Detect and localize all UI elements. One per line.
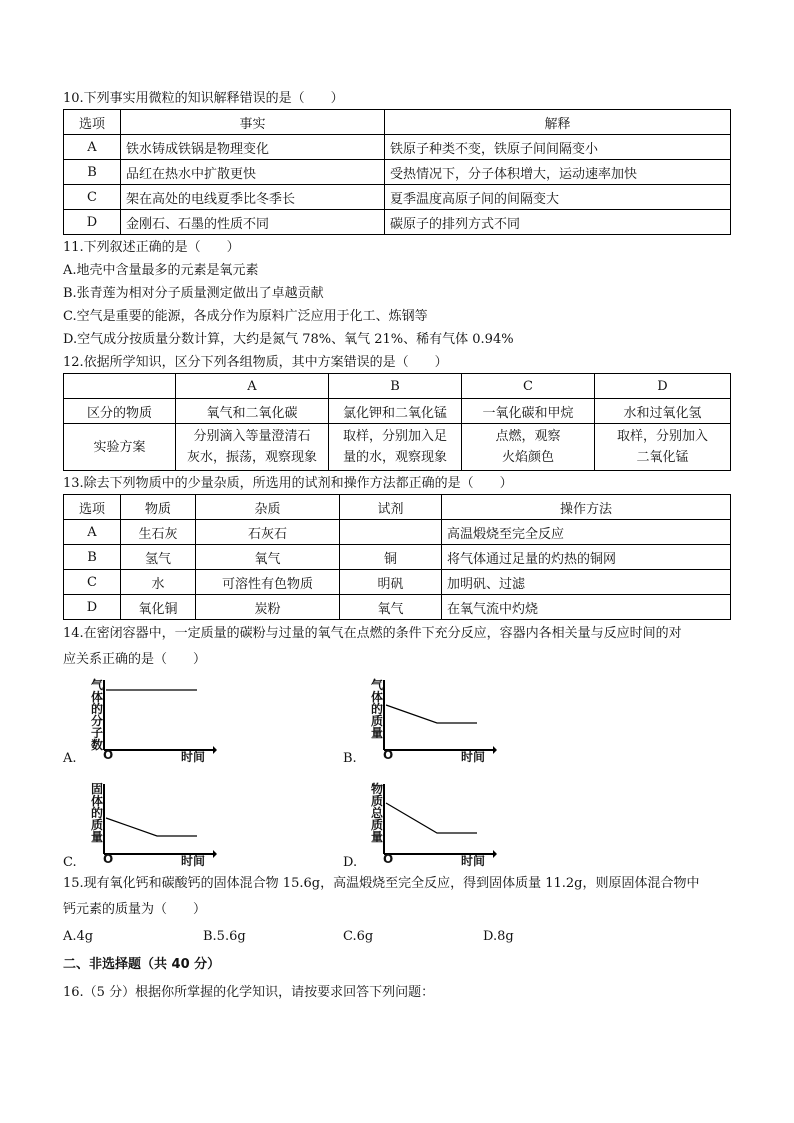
q14-graph-d-xlabel: 时间 [461,854,486,868]
q10-explanation: 碳原子的排列方式不同 [385,210,731,235]
q14-graph-c-xlabel: 时间 [181,854,206,868]
q12-cell-line: 分别滴入等量澄清石 [193,429,311,444]
q13-option: A [64,520,121,545]
q10-stem: 10.下列事实用微粒的知识解释错误的是（ ） [63,91,344,106]
q14-graphs [63,678,731,870]
q12-stem: 12.依据所学知识，区分下列各组物质，其中方案错误的是（ ） [63,355,448,370]
q10-fact: 品红在热水中扩散更快 [121,160,385,185]
q10-fact: 金刚石、石墨的性质不同 [121,210,385,235]
q13-substance: 氢气 [121,545,196,570]
q14-graph-c-label: C. [63,855,77,870]
q14-graph-b [343,678,503,766]
q13-table [63,494,731,620]
q10-explanation: 铁原子种类不变，铁原子间间隔变小 [385,135,731,160]
q15-options [63,924,731,950]
q12-cell-line: 取样，分别加入 [616,429,708,444]
q14-graph-c-origin: O [103,852,114,866]
table-row [64,595,731,620]
q11-option-a: A.地壳中含量最多的元素是氧元素 [63,263,259,278]
q13-header-substance: 物质 [121,495,196,520]
q10-header-option: 选项 [64,110,121,135]
q12-header-a: A [176,374,329,399]
table-row [64,545,731,570]
q12-header-blank [64,374,176,399]
q12-cell-line: 灰水，振荡，观察现象 [186,450,317,465]
q15-stem-line1: 15.现有氧化钙和碳酸钙的固体混合物 15.6g，高温煅烧至完全反应，得到固体质量 11.2g，则原固体混合物中 [63,876,700,891]
q13-operation: 加明矾、过滤 [442,570,731,595]
q12-cell [176,424,329,471]
q12-cell-line: 取样，分别加入足 [342,429,447,444]
q14-graph-c-ylabel: 固体的质量 [90,782,103,844]
q13-impurity: 石灰石 [196,520,340,545]
table-row [64,185,731,210]
q12-header-b: B [329,374,462,399]
q15-option-c: C.6g [343,929,374,944]
q10-table [63,109,731,235]
q10-fact: 铁水铸成铁锅是物理变化 [121,135,385,160]
q14-graph-b-ylabel: 气体的质量 [370,678,383,740]
q12-header-d: D [595,374,731,399]
q13-substance: 水 [121,570,196,595]
q11-stem: 11.下列叙述正确的是（ ） [63,240,240,255]
table-row [64,424,731,471]
q15-option-b: B.5.6g [203,929,246,944]
exam-page [63,88,731,1006]
q13-reagent: 明矾 [340,570,442,595]
q13-reagent: 铜 [340,545,442,570]
q13-option: C [64,570,121,595]
q16-stem: 16.（5 分）根据你所掌握的化学知识，请按要求回答下列问题： [63,985,435,1000]
q12-cell: 氧气和二氧化碳 [176,399,329,424]
q12-table [63,373,731,471]
q14-graph-a-ylabel: 气体的分子数 [90,678,103,752]
q14-graph-d-curve [386,803,477,833]
q11-option-b: B.张青莲为相对分子质量测定做出了卓越贡献 [63,286,324,301]
q13-option: D [64,595,121,620]
q12-cell [595,424,731,471]
q10-option: B [64,160,121,185]
q13-reagent: 氧气 [340,595,442,620]
q14-graph-a-xlabel: 时间 [181,750,206,764]
q10-explanation: 夏季温度高原子间的间隔变大 [385,185,731,210]
q12-cell-line: 火焰颜色 [501,450,554,465]
q12-cell-line: 量的水，观察现象 [342,450,447,465]
q14-graph-a [63,678,223,766]
q10-explanation: 受热情况下，分子体积增大，运动速率加快 [385,160,731,185]
q13-operation: 在氧气流中灼烧 [442,595,731,620]
table-row [64,399,731,424]
q12-row-label: 实验方案 [64,424,176,471]
table-row [64,570,731,595]
table-row [64,210,731,235]
q13-impurity: 可溶性有色物质 [196,570,340,595]
q14-graph-b-label: B. [343,751,357,766]
q12-header-c: C [462,374,595,399]
q14-graph-b-origin: O [383,748,394,762]
q10-option: D [64,210,121,235]
section-2-heading: 二、非选择题（共 40 分） [63,957,221,972]
q12-cell-line: 二氧化锰 [636,450,689,465]
q13-header-reagent: 试剂 [340,495,442,520]
table-row [64,520,731,545]
q14-graph-d-ylabel: 物质总质量 [370,782,383,844]
q12-row-label: 区分的物质 [64,399,176,424]
q13-impurity: 氧气 [196,545,340,570]
q14-stem-line1: 14.在密闭容器中，一定质量的碳粉与过量的氧气在点燃的条件下充分反应，容器内各相关量与反应时间的对 [63,626,682,641]
q14-graph-d-origin: O [383,852,394,866]
q13-option: B [64,545,121,570]
q14-graph-b-curve [386,705,477,723]
q13-operation: 高温煅烧至完全反应 [442,520,731,545]
q12-cell [329,424,462,471]
q13-reagent [340,520,442,545]
q12-cell: 一氧化碳和甲烷 [462,399,595,424]
q12-cell [462,424,595,471]
q14-graph-c [63,782,223,870]
q15-option-d: D.8g [483,929,514,944]
q14-stem-line2: 应关系正确的是（ ） [63,652,207,667]
table-row [64,160,731,185]
q13-operation: 将气体通过足量的灼热的铜网 [442,545,731,570]
q14-graph-c-curve [106,818,197,836]
q10-option: A [64,135,121,160]
q12-cell-line: 点燃，观察 [495,429,561,444]
q11-option-d: D.空气成分按质量分数计算，大约是氮气 78%、氧气 21%、稀有气体 0.94% [63,332,514,347]
q12-cell: 水和过氧化氢 [595,399,731,424]
q13-header-impurity: 杂质 [196,495,340,520]
q13-stem: 13.除去下列物质中的少量杂质，所选用的试剂和操作方法都正确的是（ ） [63,476,513,491]
table-row [64,135,731,160]
q14-graph-b-xlabel: 时间 [461,750,486,764]
q10-header-explanation: 解释 [385,110,731,135]
q13-substance: 氧化铜 [121,595,196,620]
q12-cell: 氯化钾和二氧化锰 [329,399,462,424]
q15-option-a: A.4g [63,929,94,944]
q14-graph-a-origin: O [103,748,114,762]
q15-stem-line2: 钙元素的质量为（ ） [63,902,207,917]
q11-option-c: C.空气是重要的能源，各成分作为原料广泛应用于化工、炼钢等 [63,309,428,324]
q14-graph-d [343,782,503,870]
q14-graph-a-label: A. [63,751,77,766]
q10-option: C [64,185,121,210]
q13-header-operation: 操作方法 [442,495,731,520]
q14-graph-d-label: D. [343,855,358,870]
q10-header-fact: 事实 [121,110,385,135]
q13-impurity: 炭粉 [196,595,340,620]
q13-header-option: 选项 [64,495,121,520]
q13-substance: 生石灰 [121,520,196,545]
q10-fact: 架在高处的电线夏季比冬季长 [121,185,385,210]
